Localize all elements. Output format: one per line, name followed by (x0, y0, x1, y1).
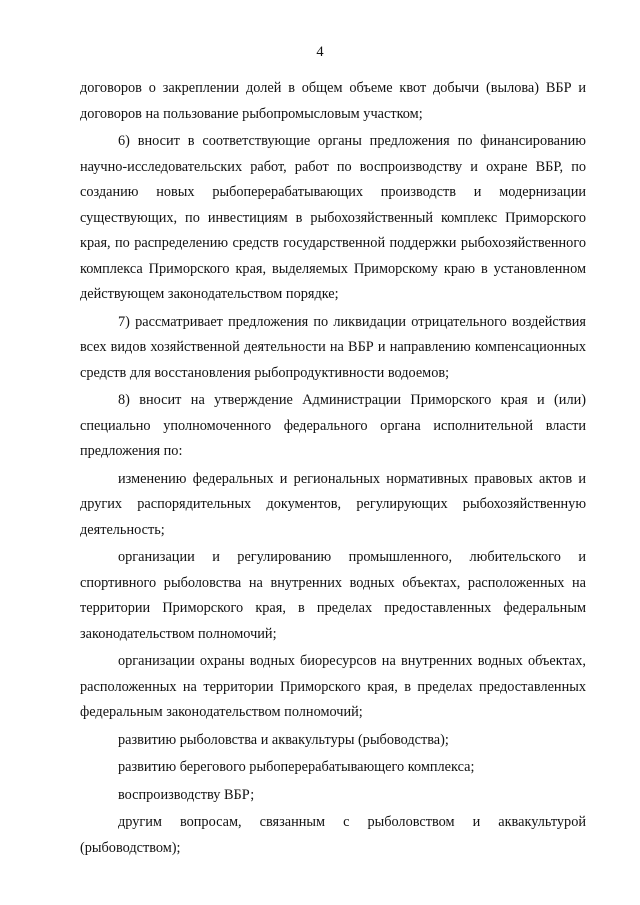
subitem-legislation: изменению федеральных и региональных нормативных правовых актов и других распорядительных документов, регулирующих рыбохозяйственную деятельность; (80, 470, 586, 538)
paragraph-continuation: договоров о закреплении долей в общем объеме квот добычи (вылова) ВБР и договоров на пользование рыбопромысловым участком; (80, 80, 586, 122)
paragraph-item-8: 8) вносит на утверждение Администрации Приморского края и (или) специально уполномоченного федерального органа исполнительной власти предложения по: (80, 392, 586, 459)
subitem-other: другим вопросам, связанным с рыболовством и аквакультурой (рыбоводством); (80, 814, 586, 856)
subitem-fishing-regulation: организации и регулированию промышленного, любительского и спортивного рыболовства на внутренних водных объектах, расположенных на территории Приморского края, в пределах предоставленных федеральным законодательством полномочий; (80, 549, 586, 642)
subitem-bioresource-protection: организации охраны водных биоресурсов на внутренних водных объектах, расположенных на территории Приморского края, в пределах предоставленных федеральным законодательством полномочий; (80, 653, 586, 720)
document-body (80, 76, 586, 861)
subitem-reproduction: воспроизводству ВБР; (118, 786, 255, 803)
page-number: 4 (316, 44, 324, 60)
subitem-coastal-processing: развитию берегового рыбоперерабатывающего комплекса; (118, 759, 475, 775)
paragraph-item-7: 7) рассматривает предложения по ликвидации отрицательного воздействия всех видов хозяйственной деятельности на ВБР и направлению компенсационных средств для восстановления рыбопродуктивности водоемов; (80, 313, 586, 381)
paragraph-item-6: 6) вносит в соответствующие органы предложения по финансированию научно-исследовательских работ, работ по воспроизводству и охране ВБР, по созданию новых рыбоперерабатывающих производств и модернизации существующих, по инвестициям в рыбохозяйственный комплекс Приморского края, по распределению средств государственной поддержки рыбохозяйственного комплекса Приморского края, выделяемых Приморскому краю в установленном действующем законодательством порядке; (80, 133, 586, 302)
subitem-aquaculture: развитию рыболовства и аквакультуры (рыбоводства); (118, 731, 449, 748)
